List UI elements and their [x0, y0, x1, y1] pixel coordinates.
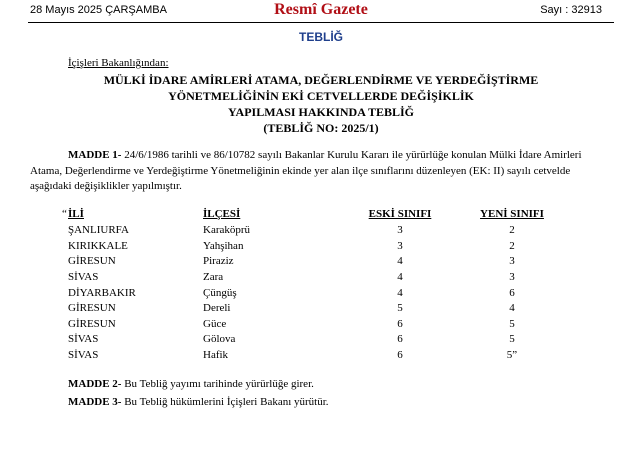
article-1	[30, 148, 610, 195]
district-class-table	[0, 208, 642, 365]
table-row	[0, 302, 642, 318]
table-header-row	[0, 208, 642, 224]
article-1-text: 24/6/1986 tarihli ve 86/10782 sayılı Bakanlar Kurulu Kararı ile yürürlüğe konulan Mülki İdare Amirleri Atama, Değerlendirme ve Yerdeğiştirme Yönetmeliğinin ekinde yer alan ilçe sınıflarını düzenleyen (EK: II) sayılı cetvelde aşağıdaki değişiklikler yapılmıştır.	[30, 149, 582, 193]
cell-ilce: Dereli	[203, 302, 231, 315]
cell-eski-sinif: 4	[397, 286, 403, 299]
cell-eski-sinif: 6	[397, 317, 403, 330]
article-2-label: MADDE 2-	[68, 378, 122, 390]
cell-eski-sinif: 4	[397, 255, 403, 268]
cell-eski-sinif: 5	[397, 302, 403, 315]
cell-eski-sinif: 6	[397, 348, 403, 361]
cell-ilce: Çüngüş	[203, 286, 237, 299]
article-3-text: Bu Tebliğ hükümlerini İçişleri Bakanı yürütür.	[121, 396, 329, 408]
cell-yeni-sinif: 2	[509, 239, 515, 252]
article-3-label: MADDE 3-	[68, 396, 122, 408]
cell-il: SİVAS	[68, 270, 99, 283]
cell-il: DİYARBAKIR	[68, 286, 136, 299]
table-row	[0, 240, 642, 256]
cell-eski-sinif: 4	[397, 270, 403, 283]
cell-ilce: Zara	[203, 270, 224, 283]
cell-yeni-sinif: 2	[509, 224, 515, 237]
gazette-header	[0, 0, 642, 22]
table-row	[0, 255, 642, 271]
cell-eski-sinif: 3	[397, 239, 403, 252]
gazette-title: Resmî Gazete	[274, 1, 368, 18]
cell-yeni-sinif: 4	[509, 302, 515, 315]
article-3	[68, 396, 329, 408]
article-2-text: Bu Tebliğ yayımı tarihinde yürürlüğe girer.	[121, 378, 314, 390]
table-row	[0, 224, 642, 240]
cell-il: SİVAS	[68, 333, 99, 346]
cell-ilce: Yahşihan	[203, 239, 244, 252]
cell-yeni-sinif: 6	[509, 286, 515, 299]
article-1-label: MADDE 1-	[68, 149, 122, 161]
opening-quote: “	[62, 208, 67, 220]
title-line: YÖNETMELİĞİNİN EKİ CETVELLERDE DEĞİŞİKLİK	[168, 89, 474, 103]
cell-il: ŞANLIURFA	[68, 224, 129, 237]
cell-il: GİRESUN	[68, 255, 116, 268]
header-il	[62, 208, 84, 220]
table-row	[0, 271, 642, 287]
cell-ilce: Hafik	[203, 348, 229, 361]
cell-il: SİVAS	[68, 348, 99, 361]
header-yeni-sinif: YENİ SINIFI	[480, 208, 544, 220]
cell-yeni-sinif: 5”	[506, 348, 518, 361]
header-divider	[28, 22, 614, 23]
cell-ilce: Karaköprü	[203, 224, 251, 237]
section-heading: TEBLİĞ	[299, 30, 343, 44]
article-2	[68, 378, 314, 390]
cell-il: GİRESUN	[68, 302, 116, 315]
header-eski-sinif: ESKİ SINIFI	[368, 208, 432, 220]
cell-yeni-sinif: 3	[509, 270, 515, 283]
header-date: 28 Mayıs 2025 ÇARŞAMBA	[30, 4, 167, 16]
cell-il: GİRESUN	[68, 317, 116, 330]
title-line: YAPILMASI HAKKINDA TEBLİĞ	[227, 105, 415, 119]
table-row	[0, 318, 642, 334]
table-row	[0, 287, 642, 303]
table-row	[0, 333, 642, 349]
table-row	[0, 349, 642, 365]
ministry-name: İçişleri Bakanlığından:	[68, 57, 169, 69]
title-line: MÜLKİ İDARE AMİRLERİ ATAMA, DEĞERLENDİRME VE YERDEĞİŞTİRME	[103, 73, 539, 87]
cell-ilce: Gölova	[203, 333, 236, 346]
issue-number: Sayı : 32913	[540, 4, 602, 16]
cell-ilce: Güce	[203, 317, 227, 330]
cell-eski-sinif: 6	[397, 333, 403, 346]
cell-yeni-sinif: 3	[509, 255, 515, 268]
title-line: (TEBLİĞ NO: 2025/1)	[263, 121, 379, 135]
cell-eski-sinif: 3	[397, 224, 403, 237]
document-title	[0, 72, 642, 136]
cell-yeni-sinif: 5	[509, 333, 515, 346]
cell-ilce: Piraziz	[203, 255, 234, 268]
header-il-label: İLİ	[68, 208, 84, 220]
cell-il: KIRIKKALE	[68, 239, 128, 252]
header-ilce: İLÇESİ	[203, 208, 241, 220]
cell-yeni-sinif: 5	[509, 317, 515, 330]
